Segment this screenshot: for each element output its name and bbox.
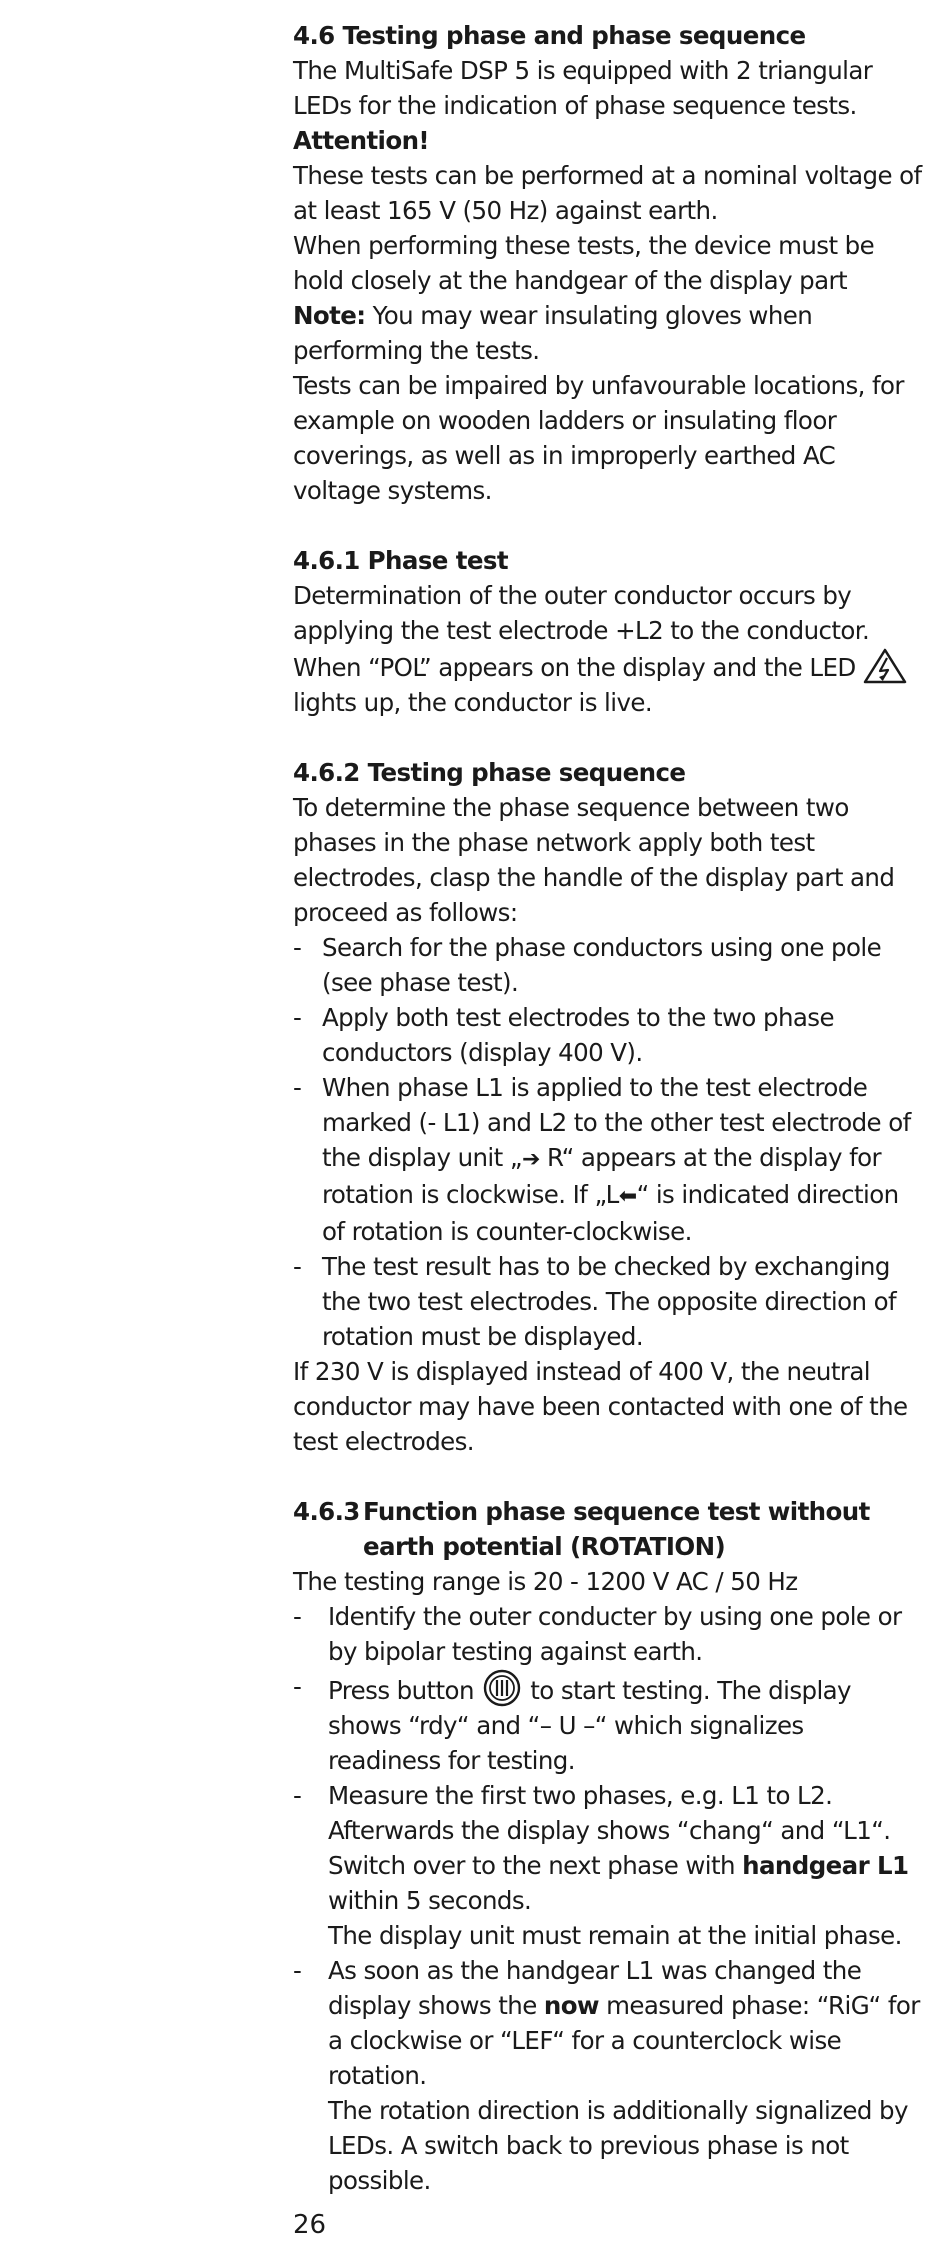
handgear-label: handgear L1 [742,1851,909,1880]
attention-text: These tests can be performed at a nominal voltage of at least 165 V (50 Hz) against earth. [293,161,922,225]
phase-sequence-outro: If 230 V is displayed instead of 400 V, the neutral conductor may have been contacted with one of the test electrodes. [293,1357,908,1456]
step3-text-a: When phase L1 is applied to the test electrode marked (- L1) and L2 to the other test electrode of the display unit „ [322,1073,911,1172]
rotation-test-steps [293,1599,923,2198]
step3-text-c: The display unit must remain at the initial phase. [328,1921,902,1950]
phase-test-text [293,578,923,720]
list-item [293,1778,923,1953]
list-item: - Identify the outer conducter by using one pole or by bipolar testing against earth. [293,1599,923,1669]
page-number: 26 [293,2210,327,2240]
list-item: - The test result has to be checked by exchanging the two test electrodes. The opposite direction of rotation must be displayed. [293,1249,923,1354]
rotation-button-icon [481,1669,523,1707]
hold-text: When performing these tests, the device must be hold closely at the handgear of the display part [293,231,875,295]
step2-text-a: Press button [328,1676,482,1705]
section-4-6-3-heading-line1: Function phase sequence test without [363,1497,870,1526]
step3-text-b: within 5 seconds. [328,1886,532,1915]
arrow-right-icon: ➔ [521,1147,540,1172]
list-item: - Apply both test electrodes to the two phase conductors (display 400 V). [293,1000,923,1070]
section-4-6-heading: 4.6 Testing phase and phase sequence [293,21,806,50]
step3-text-b: R“ appears at the display for rotation is clockwise. If „L [322,1143,881,1209]
attention-label: Attention! [293,126,429,155]
phase-test-text-b: lights up, the conductor is live. [293,688,653,717]
list-item: - Search for the phase conductors using one pole (see phase test). [293,930,923,1000]
note-text: You may wear insulating gloves when performing the tests. [293,301,813,365]
phase-sequence-steps [293,930,923,1354]
list-item [293,1669,923,1778]
section-4-6-3-heading-line2: earth potential (ROTATION) [363,1532,726,1561]
step3-text-a: Measure the first two phases, e.g. L1 to L2. Afterwards the display shows “chang“ and “L1“. Switch over to the next phase with [328,1781,891,1880]
arrow-left-icon: ⬅ [618,1184,637,1209]
now-label: now [543,1991,599,2020]
phase-test-text-a: Determination of the outer conductor occurs by applying the test electrode +L2 to the conductor. When “POL” appears on the display and the LED [293,581,870,682]
voltage-warning-icon [863,648,907,684]
step2-text-b: to start testing. The display shows “rdy“ and “– U –“ which signalizes readiness for testing. [328,1676,851,1775]
note-paragraph [293,298,923,368]
impaired-text: Tests can be impaired by unfavourable locations, for example on wooden ladders or insulating floor coverings, as well as in improperly earthed AC voltage systems. [293,371,904,505]
manual-page [293,18,923,2198]
step4-text-a: As soon as the handgear L1 was changed the display shows the [328,1956,862,2020]
step4-text-c: The rotation direction is additionally signalized by LEDs. A switch back to previous phase is not possible. [328,2096,908,2195]
note-label: Note: [293,301,366,330]
section-4-6-3-heading [293,1494,923,1564]
testing-range: The testing range is 20 - 1200 V AC / 50 Hz [293,1567,798,1596]
section-4-6-intro: The MultiSafe DSP 5 is equipped with 2 triangular LEDs for the indication of phase sequence tests. [293,56,873,120]
section-4-6-3-number: 4.6.3 [293,1497,360,1526]
section-4-6-2-heading: 4.6.2 Testing phase sequence [293,758,686,787]
list-item [293,1953,923,2198]
list-item [293,1070,923,1249]
phase-sequence-intro: To determine the phase sequence between two phases in the phase network apply both test electrodes, clasp the handle of the display part and proceed as follows: [293,793,895,927]
step4-text-b: measured phase: “RiG“ for a clockwise or “LEF“ for a counterclock wise rotation. [328,1991,920,2090]
section-4-6-1-heading: 4.6.1 Phase test [293,546,508,575]
step3-text-c: “ is indicated direction of rotation is counter-clockwise. [322,1180,899,1246]
